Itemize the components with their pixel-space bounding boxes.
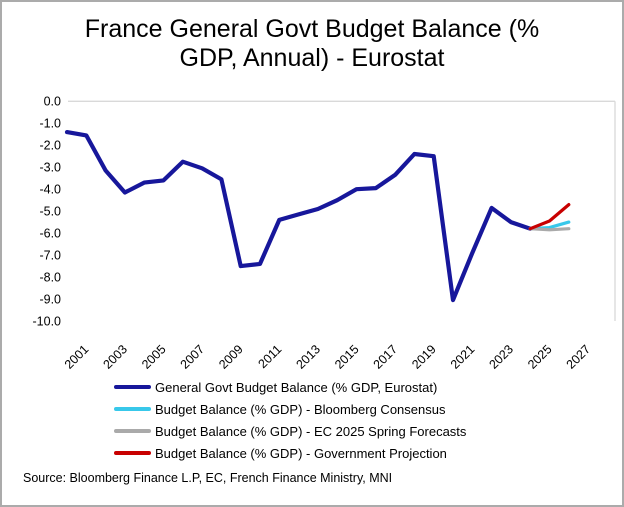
y-axis-tick-label: -6.0 <box>39 226 61 241</box>
y-axis-tick-label: -5.0 <box>39 204 61 219</box>
x-axis-tick-label: 2009 <box>216 342 246 372</box>
x-axis-tick-label: 2015 <box>332 342 362 372</box>
x-axis-tick-label: 2027 <box>563 342 594 372</box>
y-axis-tick-label: -2.0 <box>39 138 61 153</box>
x-axis-tick-label: 2013 <box>293 342 324 372</box>
legend-item <box>114 398 466 420</box>
x-axis-tick-label: 2007 <box>177 342 208 372</box>
series-lines <box>67 132 569 300</box>
series-line-0 <box>67 132 530 300</box>
x-axis-tick-label: 2023 <box>486 342 517 372</box>
legend-label: Budget Balance (% GDP) - EC 2025 Spring Forecasts <box>155 423 467 439</box>
legend-label: Budget Balance (% GDP) - Bloomberg Consensus <box>155 401 446 417</box>
legend-item <box>114 442 466 464</box>
legend-item <box>114 376 466 398</box>
legend-line-swatch <box>114 451 151 455</box>
y-axis-tick-label: -3.0 <box>39 160 61 175</box>
y-axis-tick-label: 0.0 <box>43 94 61 109</box>
chart-title-line-1: France General Govt Budget Balance (% <box>84 15 540 43</box>
legend-item <box>114 420 466 442</box>
y-axis-tick-label: -7.0 <box>39 248 61 263</box>
y-axis-tick-labels <box>33 95 62 329</box>
series-line-2 <box>530 229 569 230</box>
y-axis-tick-label: -9.0 <box>39 292 61 307</box>
x-axis-tick-label: 2011 <box>255 342 285 372</box>
legend-label: General Govt Budget Balance (% GDP, Eurostat) <box>155 379 438 395</box>
y-axis-tick-label: -10.0 <box>32 314 61 329</box>
gridlines <box>68 101 615 321</box>
x-axis-tick-labels <box>62 342 593 372</box>
y-axis-tick-label: -1.0 <box>39 116 61 131</box>
y-axis-tick-label: -8.0 <box>39 270 61 285</box>
chart-title-line-2: GDP, Annual) - Eurostat <box>179 44 445 72</box>
x-axis-tick-label: 2005 <box>139 342 169 372</box>
legend-label: Budget Balance (% GDP) - Government Projection <box>155 445 447 461</box>
legend <box>114 376 466 464</box>
x-axis-tick-label: 2001 <box>61 342 92 372</box>
x-axis-tick-label: 2021 <box>447 342 478 372</box>
source-note: Source: Bloomberg Finance L.P, EC, French Finance Ministry, MNI <box>23 471 393 485</box>
y-axis-tick-label: -4.0 <box>39 182 61 197</box>
x-axis-tick-label: 2025 <box>525 342 555 372</box>
x-axis-tick-label: 2017 <box>370 342 401 372</box>
legend-line-swatch <box>114 407 151 411</box>
legend-line-swatch <box>114 429 151 433</box>
legend-line-swatch <box>114 385 151 389</box>
x-axis-tick-label: 2019 <box>409 342 439 372</box>
x-axis-tick-label: 2003 <box>100 342 131 372</box>
